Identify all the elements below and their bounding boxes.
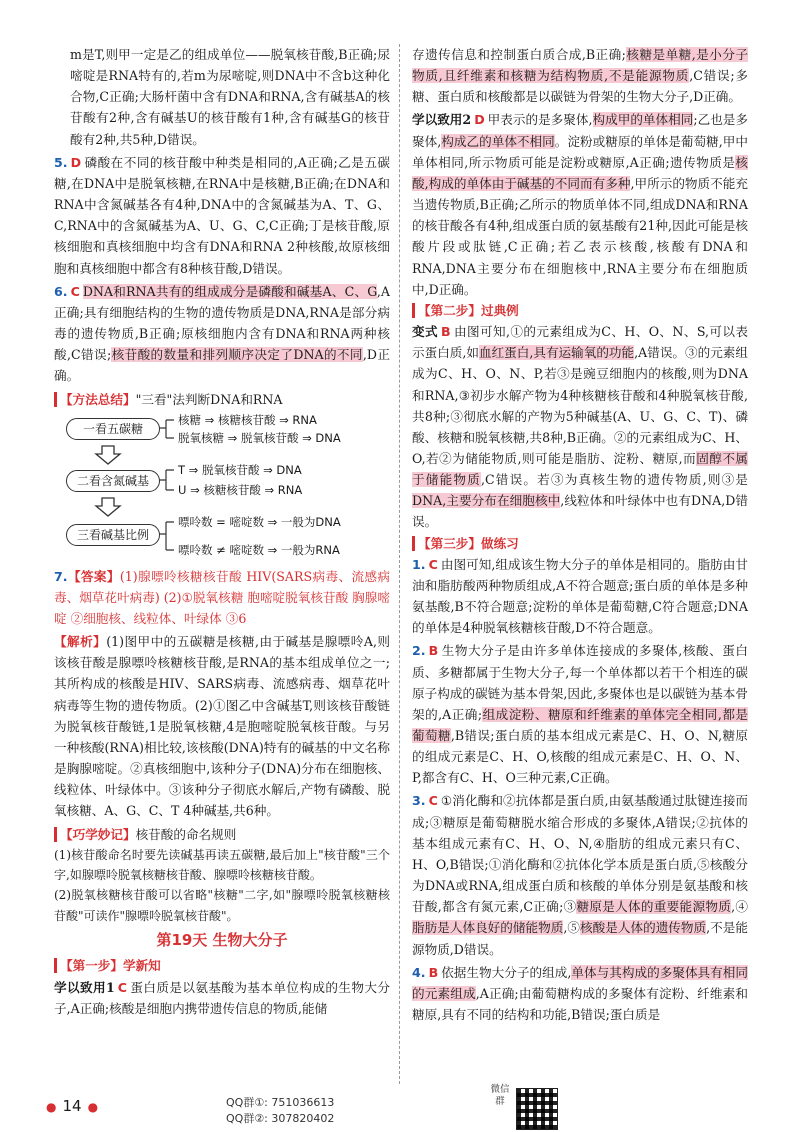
explanation-text: 磷酸在不同的核苷酸中种类是相同的,A正确;乙是五碳糖,在DNA中是脱氧核糖,在RNA中是核糖,B正确;在DNA和RNA中含氮碱基各有4种,DNA中的含氮碱基为A、T、G、C,RNA中的含氮碱基为A、U、G、C,C正确;丁是核苷酸,原核细胞和真核细胞中均含有DNA和RNA 2种核酸,故原核细胞和真核细胞中都含有8种核苷酸,D错误。 (54, 154, 390, 276)
explanation-text: 。淀粉或糖原的单体是葡萄糖,甲中单体相同,所示物质可能是淀粉或糖原,A正确;遗传物质是 (412, 133, 748, 170)
highlight-text: 核糖是单糖,是小分子物质,且纤维素和核糖为结构物质,不是能源物质 (412, 47, 748, 84)
answer-text: (1)腺嘌呤核糖核苷酸 HIV(SARS病毒、流感病毒、烟草花叶病毒) (2)①脱氧核糖 胞嘧啶脱氧核苷酸 胸腺嘧啶 ②细胞核、线粒体、叶绿体 ③6 (54, 568, 391, 626)
page-number (40, 1094, 104, 1119)
apply-label: 学以致用2 (412, 112, 472, 128)
answer-letter: C (117, 979, 128, 995)
step-label: 【第三步】做练习 (412, 536, 519, 551)
wechat-label: 微信群 (490, 1084, 510, 1107)
answer-letter: B (428, 964, 439, 980)
rule-leaf: U ⇒ 核糖核苷酸 ⇒ RNA (178, 482, 303, 497)
highlight-text: 血红蛋白,具有运输氧的功能 (478, 345, 635, 361)
bracket-2 (158, 470, 174, 490)
step-label: 【第一步】学新知 (54, 958, 161, 973)
answer-letter: B (428, 643, 439, 659)
rule-leaf: 嘌呤数 = 嘧啶数 ⇒ 一般为DNA (178, 514, 341, 529)
highlight-text: DNA,主要分布在细胞核中 (412, 493, 561, 509)
explanation-text: ①消化酶和②抗体都是蛋白质,由氨基酸通过肽键连接而成;③糖原是葡萄糖脱水缩合形成的多聚体,A错误;②抗体的基本组成元素有C、H、O、N,④脂肪的组成元素只有C、H、O,B错误;①消化酶和②抗体化学本质是蛋白质,⑤核酸分为DNA或RNA,组成蛋白质和核酸的单体分别是氨基酸和核苷酸,都含有氮元素,C正确;③ (412, 793, 748, 915)
explanation-text: 由图可知,组成该生物大分子的单体是相同的。脂肪由甘油和脂肪酸两种物质组成,A不符合题意;蛋白质的单体是多种氨基酸,B不符合题意;淀粉的单体是葡萄糖,C符合题意;DNA的单体是4种脱氧核糖核苷酸,D不符合题意。 (412, 556, 748, 636)
trick-tag: 【巧学妙记】 (54, 827, 136, 842)
question-number: 2. (412, 643, 426, 659)
highlight-text: 组成淀粉、糖原和纤维素的单体完全相同,都是葡萄糖 (412, 706, 748, 743)
method-summary-heading (54, 389, 390, 410)
question-7-analysis (54, 631, 390, 821)
step-box-base: 二看含氮碱基 (66, 470, 160, 492)
qr-code-icon[interactable] (516, 1088, 558, 1130)
continued-paragraph (412, 44, 748, 107)
question-5 (54, 152, 390, 279)
method-title: "三看"法判断DNA和RNA (135, 391, 283, 407)
answer-tag: 【答案】 (67, 568, 120, 584)
explanation-text: ,不是能源物质,D错误。 (412, 920, 748, 957)
apply-1 (54, 977, 390, 1019)
explanation-text: ,B错误;蛋白质的基本组成元素是C、H、O、N,糖原的组成元素是C、H、O,核酸的组成元素是C、H、O、N、P,都含有C、H、O三种元素,C正确。 (412, 728, 748, 786)
exercise-2 (412, 640, 748, 788)
exercise-4 (412, 962, 748, 1025)
three-look-diagram (62, 414, 390, 560)
explanation-text: ,A错误。③的元素组成为C、H、O、N、P,若③是豌豆细胞内的核酸,则为DNA和RNA,③初步水解产物为4种核糖核苷酸和4种脱氧核苷酸,共8种;③彻底水解的产物为5种碱基(A、U、G、C、T)、磷酸、核糖和脱氧核糖,共8种,B正确。②的元素组成为C、H、O,若②为储能物质,则可能是脂肪、淀粉、糖原,而 (412, 345, 748, 466)
down-arrow-icon (96, 498, 120, 516)
step-2-heading (412, 300, 748, 321)
dot-icon: ● (46, 1100, 57, 1114)
highlight-text: 核酸是人体的遗传物质 (580, 920, 707, 936)
method-tag: 【方法总结】 (54, 392, 136, 407)
answer-letter: C (428, 793, 438, 809)
rule-leaf: 脱氧核糖 ⇒ 脱氧核苷酸 ⇒ DNA (178, 430, 341, 445)
explanation-text: ,线粒体和叶绿体中也有DNA,D错误。 (412, 493, 748, 530)
step-label: 【第二步】过典例 (412, 303, 519, 318)
highlight-text: 核酸,构成的单体由于碱基的不同而有多种 (412, 154, 748, 191)
bracket-3 (158, 522, 174, 550)
highlight-text: 构成乙的单体不相同 (441, 133, 555, 149)
step-box-ratio: 三看碱基比例 (66, 524, 160, 546)
question-number: 1. (412, 556, 426, 572)
variant-question (412, 321, 748, 533)
highlight-text: DNA和RNA共有的组成成分是磷酸和碱基A、C、G (82, 283, 377, 299)
exercise-1 (412, 554, 748, 639)
answer-letter: D (70, 154, 82, 170)
explanation-text: ,⑤ (563, 920, 581, 936)
rule-leaf: 嘌呤数 ≠ 嘧啶数 ⇒ 一般为RNA (178, 542, 340, 557)
highlight-text: 构成甲的单体相同 (592, 112, 694, 128)
answer-letter: C (428, 556, 438, 572)
question-6 (54, 281, 390, 387)
explanation-text: ,甲所示的物质不能充当遗传物质,B正确;乙所示的物质单体不同,组成DNA和RNA的核苷酸各有4种,组成蛋白质的氨基酸有21种,因此可能是核酸片段或肽链,C正确;若乙表示核酸,核酸有DNA和RNA,DNA主要分布在细胞核中,RNA主要分布在细胞质中,D正确。 (412, 175, 748, 297)
explanation-text: ,D正确。 (54, 347, 390, 384)
highlight-text: 脂肪是人体良好的储能物质 (412, 920, 564, 936)
question-number: 3. (412, 793, 426, 809)
column-divider (399, 44, 400, 1084)
explanation-text: ;乙也是多聚体, (412, 112, 749, 149)
qq-group-1: QQ群①: 751036613 (226, 1096, 335, 1109)
apply-label: 学以致用1 (54, 979, 115, 995)
explanation-text: ,C错误;多糖、蛋白质和核酸都是以碳链为骨架的生物大分子,D正确。 (412, 68, 748, 105)
left-column (54, 44, 390, 1019)
trick-rule-1: (1)核苷酸命名时要先读碱基再读五碳糖,最后加上"核苷酸"三个字,如腺嘌呤脱氧核糖核苷酸、腺嘌呤核糖核苷酸。 (54, 847, 390, 883)
day-title: 第19天 生物大分子 (156, 931, 288, 950)
explanation-text: 蛋白质是以氨基酸为基本单位构成的生物大分子,A正确;核酸是细胞内携带遗传信息的物质,能储 (54, 979, 391, 1016)
explanation-text: ,A正确;由葡萄糖构成的多聚体有淀粉、纤维素和糖原,具有不同的结构和功能,B错误;蛋白质是 (412, 985, 748, 1023)
question-number: 5. (54, 154, 68, 170)
apply-2 (412, 109, 748, 299)
down-arrow-icon (96, 446, 120, 464)
question-number: 7. (54, 568, 68, 584)
qq-group-2: QQ群②: 307820402 (226, 1112, 335, 1125)
exercise-3 (412, 790, 748, 959)
intro-paragraph: m是T,则甲一定是乙的组成单位——脱氧核苷酸,B正确;尿嘧啶是RNA特有的,若m为尿嘧啶,则DNA中不含b这种化合物,C正确;大肠杆菌中含有DNA和RNA,含有碱基A的核苷酸有2种,含有碱基U的核苷酸有1种,含有碱基G的核苷酸有2种,共5种,D错误。 (70, 47, 390, 147)
rule-leaf: T ⇒ 脱氧核苷酸 ⇒ DNA (178, 462, 302, 477)
answer-letter: B (440, 324, 451, 340)
step-3-heading (412, 533, 748, 554)
explanation-text: ,④ (731, 899, 748, 915)
dot-icon: ● (87, 1100, 99, 1114)
analysis-text: (1)图甲中的五碳糖是核糖,由于碱基是腺嘌呤A,则该核苷酸是腺嘌呤核糖核苷酸,是RNA的基本组成单位之一;其所构成的核酸是HIV、SARS病毒、流感病毒、烟草花叶病毒等生物的遗传物质。(2)①图乙中含碱基T,则该核苷酸链为脱氧核苷酸链,1是脱氧核糖,4是胞嘧啶脱氧核苷酸。与另一种核酸(RNA)相比较,该核酸(DNA)特有的碱基的中文名称是胸腺嘧啶。②真核细胞中,该种分子(DNA)分布在细胞核、线粒体、叶绿体中。③该种分子彻底水解后,产物有磷酸、脱氧核糖、A、G、C、T 4种碱基,共6种。 (54, 634, 390, 819)
question-number: 4. (412, 964, 426, 980)
explanation-text: 由图可知,①的元素组成为C、H、O、N、S,可以表示蛋白质,如 (412, 324, 748, 361)
explanation-text: 存遗传信息和控制蛋白质合成,B正确; (412, 47, 626, 62)
analysis-tag: 【解析】 (54, 634, 107, 650)
bracket-1 (158, 420, 174, 438)
highlight-text: 糖原是人体的重要能源物质 (576, 899, 732, 915)
right-column (412, 44, 748, 1025)
explanation-text: 甲表示的是多聚体, (487, 112, 593, 128)
trick-rule-2: (2)脱氧核糖核苷酸可以省略"核糖"二字,如"腺嘌呤脱氧核糖核苷酸"可读作"腺嘌呤脱氧核苷酸"。 (54, 888, 390, 923)
highlight-text: 固醇不属于储能物质 (412, 450, 748, 488)
highlight-text: 单体与其构成的多聚体具有相同的元素组成 (412, 964, 749, 1001)
answer-letter: D (474, 112, 485, 128)
step-1-heading (54, 955, 390, 976)
explanation-text: ,C错误。若③为真核生物的遗传物质,则③是 (480, 472, 748, 488)
step-box-sugar: 一看五碳糖 (66, 418, 160, 440)
explanation-text: 生物大分子是由许多单体连接成的多聚体,核酸、蛋白质、多糖都属于生物大分子,每一个单体都以若干个相连的碳原子构成的碳链为基本骨架,因此,多聚体也是以碳链为基本骨架的,A正确; (412, 643, 748, 722)
variant-label: 变式 (412, 324, 438, 340)
explanation-text: ,A正确;具有细胞结构的生物的遗传物质是DNA,RNA是部分病毒的遗传物质,B正确;原核细胞内含有DNA和RNA两种核酸,C错误; (54, 283, 390, 363)
highlight-text: 核苷酸的数量和排列顺序决定了DNA的不同 (111, 347, 363, 363)
question-number: 6. (54, 283, 68, 299)
trick-heading (54, 824, 390, 845)
rule-leaf: 核糖 ⇒ 核糖核苷酸 ⇒ RNA (178, 412, 317, 427)
explanation-text: 依据生物大分子的组成, (441, 964, 572, 980)
page-number-text: 14 (62, 1097, 82, 1115)
question-7-answer (54, 566, 390, 629)
trick-title: 核苷酸的命名规则 (135, 826, 237, 842)
answer-letter: C (70, 283, 80, 299)
